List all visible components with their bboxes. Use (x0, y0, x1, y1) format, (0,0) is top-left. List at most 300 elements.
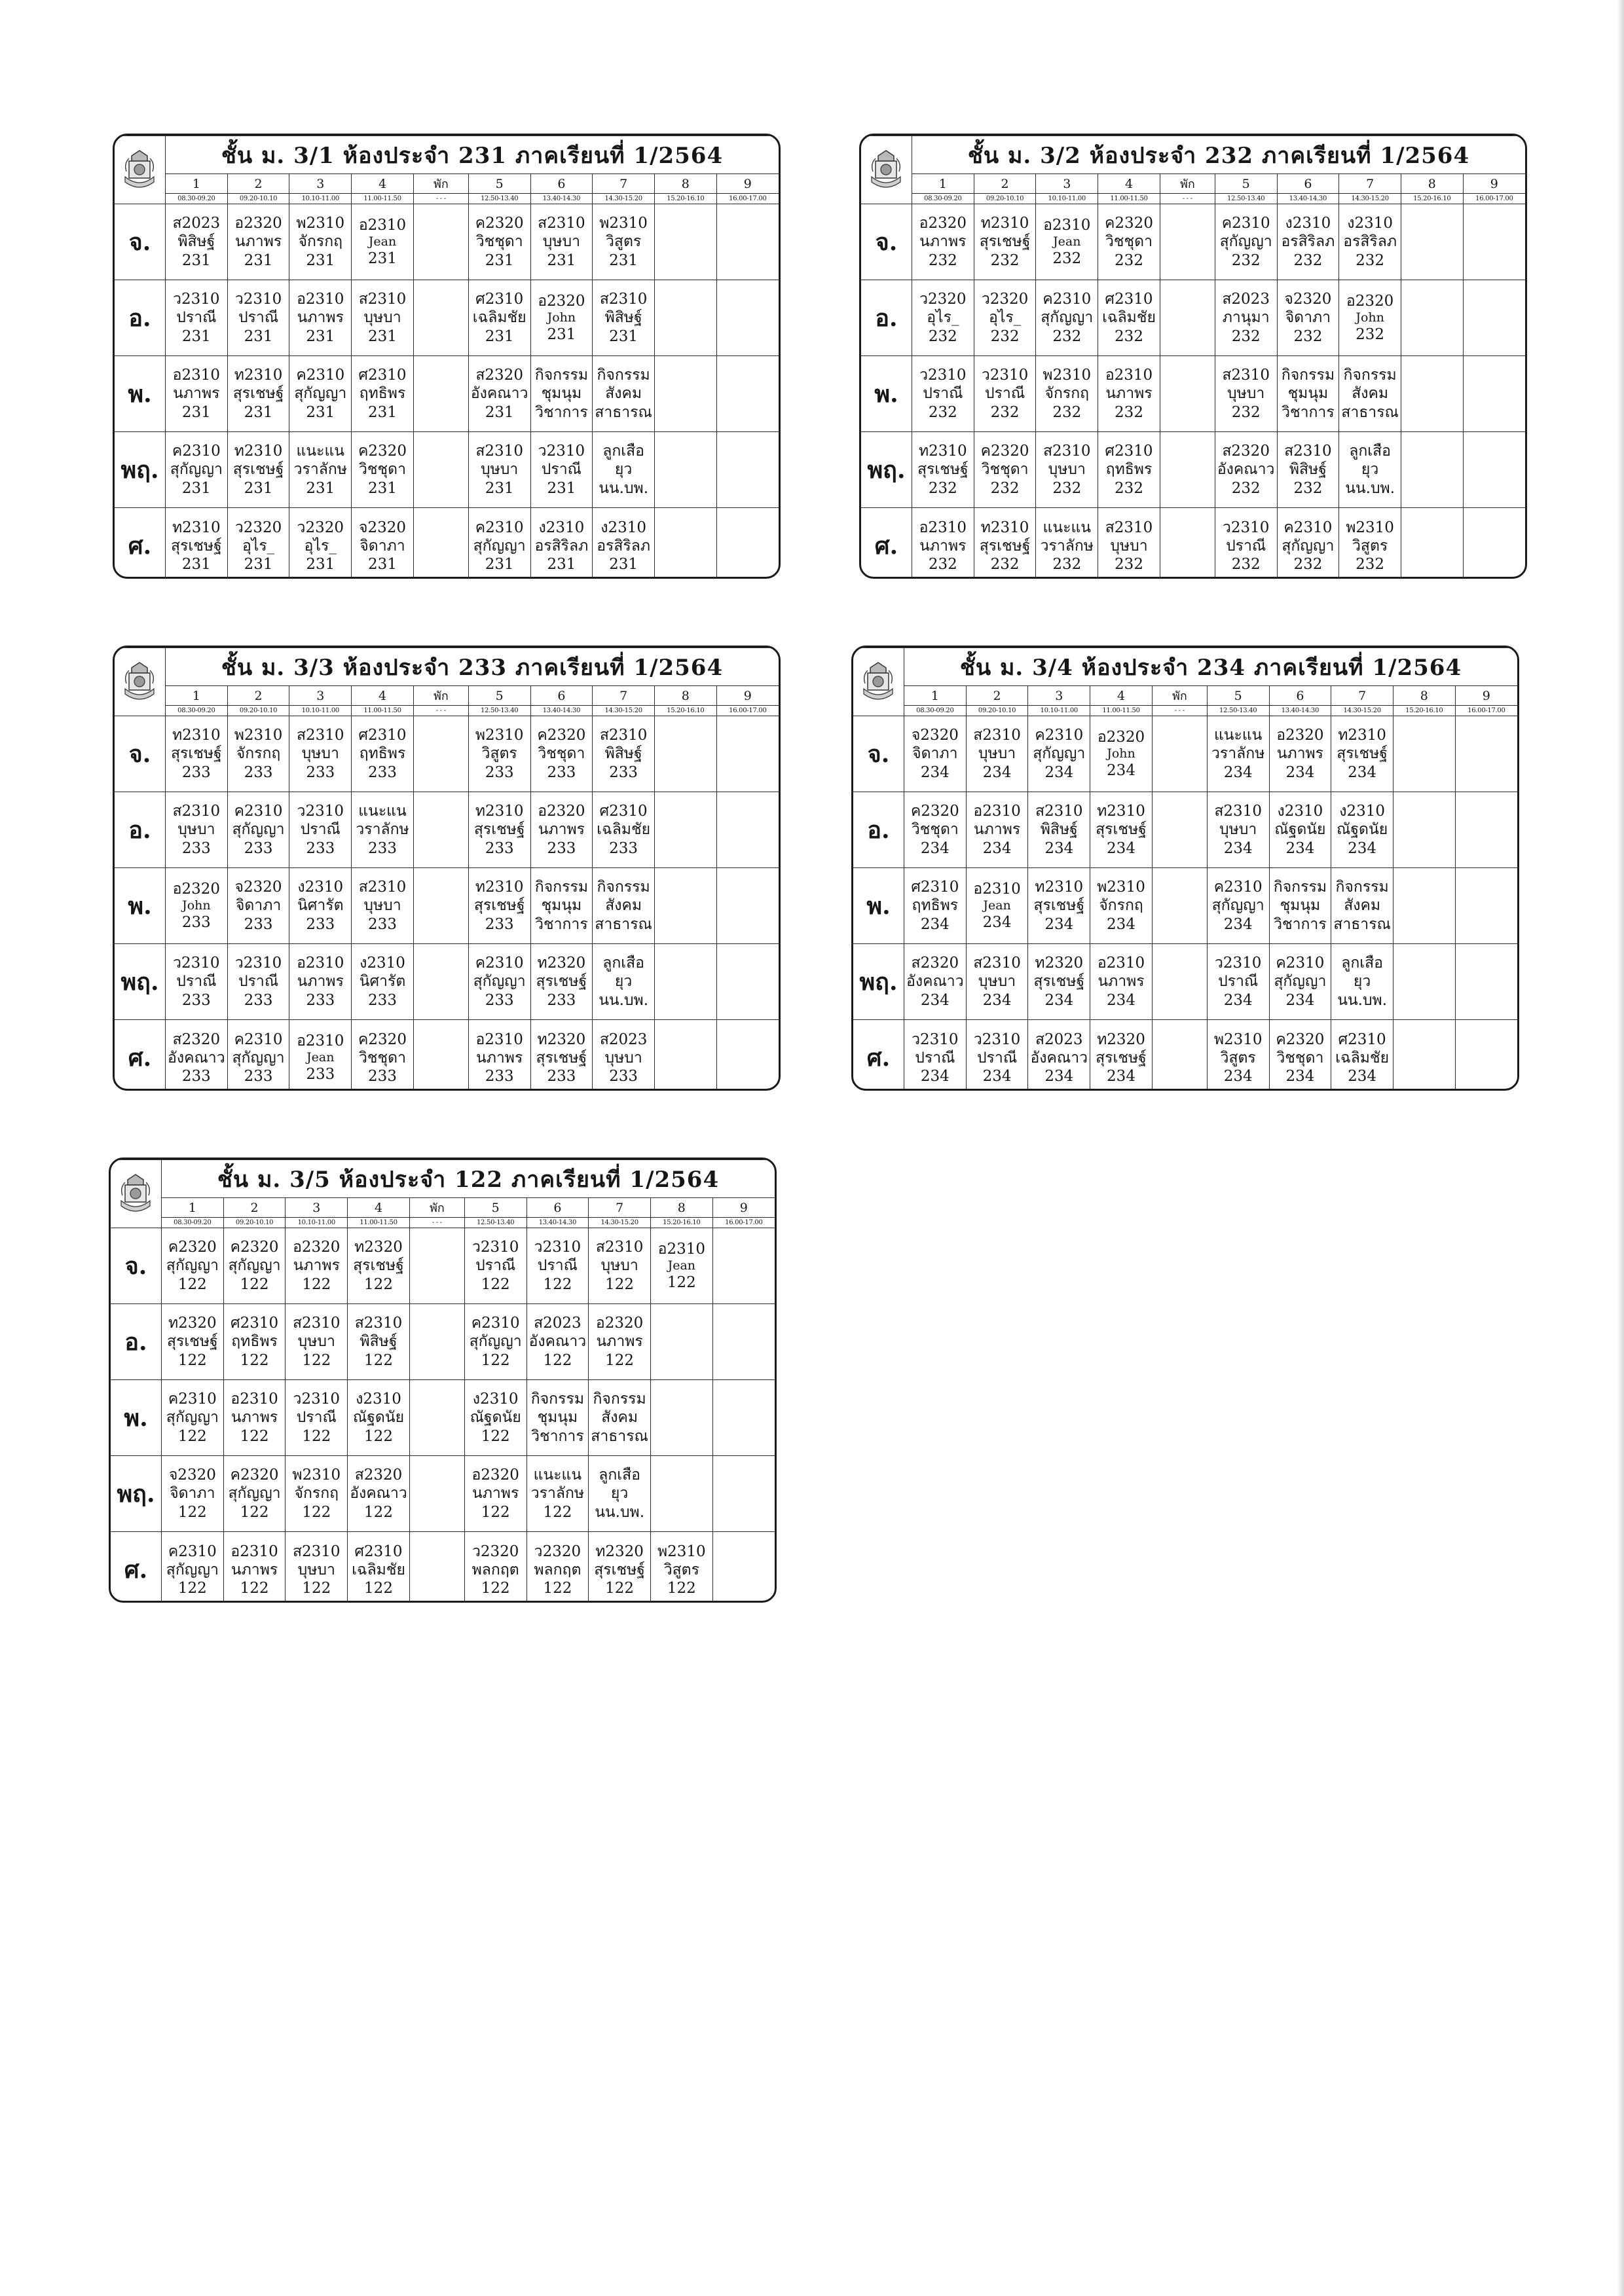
empty-slot (413, 432, 468, 508)
teacher-name: เฉลิมชัย (352, 1561, 405, 1578)
period-time: 16.00-17.00 (1463, 194, 1525, 204)
teacher-name: วิชชุดา (538, 745, 585, 763)
room-number: 122 (364, 1579, 393, 1597)
class-slot (464, 1380, 526, 1456)
class-slot (161, 1456, 223, 1532)
subject-code: ง2310 (356, 1391, 401, 1408)
teacher-name: ปราณี (537, 1257, 578, 1275)
period-number: 2 (966, 686, 1028, 706)
subject-code: กิจกรรม (1335, 879, 1389, 896)
room-number: 232 (990, 403, 1020, 421)
class-slot (289, 1020, 352, 1091)
period-number-row (861, 174, 1525, 194)
subject-code: ว2310 (973, 1030, 1021, 1048)
teacher-name: พิสิษฐ์ (1289, 461, 1327, 479)
class-slot (289, 716, 352, 792)
teacher-name: เฉลิมชัย (472, 309, 526, 327)
period-number: 8 (1401, 174, 1463, 194)
empty-slot (1152, 716, 1207, 792)
subject-code: ง2310 (1285, 215, 1331, 232)
room-number: นน.บพ. (599, 479, 649, 497)
day-label: จ. (115, 204, 165, 280)
class-slot (223, 1380, 286, 1456)
teacher-name: จักรกฤ (236, 745, 281, 763)
class-slot (468, 432, 530, 508)
room-number: 232 (990, 251, 1020, 269)
empty-slot (1152, 792, 1207, 868)
subject-code: ง2310 (472, 1391, 519, 1408)
room-number: 122 (543, 1579, 572, 1597)
class-slot (912, 432, 974, 508)
subject-code: ค2310 (475, 955, 524, 972)
room-number: 122 (177, 1427, 207, 1445)
empty-slot (712, 1380, 775, 1456)
class-slot (593, 716, 655, 792)
class-slot (227, 432, 289, 508)
room-number: 122 (364, 1427, 393, 1445)
room-number: 231 (181, 479, 211, 497)
teacher-name: เฉลิมชัย (1102, 309, 1156, 327)
period-time: 12.50-13.40 (468, 194, 530, 204)
period-time: - - - (413, 194, 468, 204)
class-slot (593, 1020, 655, 1091)
class-slot (464, 1456, 526, 1532)
room-number: 234 (1223, 1067, 1253, 1085)
class-slot (289, 792, 352, 868)
empty-slot (1455, 944, 1517, 1020)
room-number: 233 (368, 991, 397, 1009)
room-number: สาธารณ (595, 915, 652, 933)
room-number: 233 (181, 1067, 211, 1085)
room-number: 122 (240, 1275, 269, 1293)
subject-code: แนะแน (358, 803, 407, 820)
teacher-name: นภาพร (297, 973, 344, 991)
subject-code: ลูกเสือ (599, 1467, 640, 1484)
room-number: 231 (368, 403, 397, 421)
period-number: 9 (716, 686, 779, 706)
teacher-name: สุรเชษฐ์ (473, 897, 525, 915)
subject-code: ค2310 (168, 1391, 217, 1408)
room-number: 122 (177, 1579, 207, 1597)
class-slot (161, 1304, 223, 1380)
class-slot (1098, 432, 1160, 508)
subject-code: ศ2310 (358, 367, 407, 384)
room-number: 232 (1052, 327, 1082, 345)
subject-code: ค2320 (230, 1239, 279, 1256)
class-slot (286, 1304, 348, 1380)
subject-code: อ2320 (293, 1239, 341, 1256)
room-number: 233 (244, 915, 273, 933)
period-time: 14.30-15.20 (1339, 194, 1401, 204)
class-slot (227, 1020, 289, 1091)
empty-slot (650, 1380, 712, 1456)
subject-code: อ2320 (1276, 727, 1324, 744)
teacher-name: นภาพร (1105, 385, 1153, 403)
room-number: 234 (920, 991, 950, 1009)
class-slot (912, 356, 974, 432)
title-row (111, 1160, 775, 1198)
day-row (853, 716, 1517, 792)
day-label: พฤ. (861, 432, 912, 508)
class-slot (1277, 204, 1339, 280)
teacher-name: บุษบา (600, 1257, 638, 1275)
teacher-name: สุรเชษฐ์ (594, 1561, 645, 1578)
class-slot (348, 1228, 410, 1304)
subject-code: ค2310 (234, 803, 283, 820)
class-slot (1331, 792, 1393, 868)
room-number: 232 (1293, 555, 1323, 573)
teacher-name: ปราณี (176, 973, 217, 991)
class-slot (966, 792, 1028, 868)
day-label: จ. (111, 1228, 161, 1304)
class-slot (526, 1304, 589, 1380)
teacher-name: อุไร_ (988, 309, 1022, 327)
period-number: 3 (289, 686, 352, 706)
teacher-name: วราลักษ (1211, 745, 1265, 763)
empty-slot (1152, 1020, 1207, 1091)
room-number: 231 (485, 403, 514, 421)
teacher-name: สุรเชษฐ์ (1033, 897, 1085, 915)
period-number: 2 (974, 174, 1036, 194)
class-slot (1028, 944, 1090, 1020)
subject-code: ศ2310 (599, 803, 648, 820)
subject-code: พ2310 (475, 727, 524, 744)
teacher-name: สุกัญญา (166, 1257, 219, 1275)
teacher-name: Jean (667, 1258, 696, 1273)
room-number: 231 (181, 555, 211, 573)
period-number: 3 (286, 1198, 348, 1218)
room-number: 122 (364, 1503, 393, 1521)
teacher-name: สุรเชษฐ์ (166, 1333, 218, 1351)
room-number: 122 (543, 1503, 572, 1521)
room-number: 233 (244, 839, 273, 857)
day-row (111, 1456, 775, 1532)
subject-code: กิจกรรม (597, 879, 650, 896)
class-slot (589, 1228, 651, 1304)
room-number: 233 (181, 763, 211, 781)
subject-code: ว2320 (297, 519, 344, 536)
teacher-name: นภาพร (1276, 745, 1324, 763)
subject-code: อ2310 (297, 1032, 344, 1050)
period-time-row (111, 1218, 775, 1228)
subject-code: ค2310 (168, 1542, 217, 1560)
room-number: 122 (481, 1427, 510, 1445)
teacher-name: จิดาภา (912, 745, 958, 763)
class-slot (1269, 716, 1331, 792)
teacher-name: ชุมนุม (541, 385, 582, 403)
teacher-name: อรสิริลภ (1343, 233, 1397, 251)
subject-code: อ2310 (973, 803, 1021, 820)
period-time: 15.20-16.10 (654, 194, 716, 204)
timetable-title: ชั้น ม. 3/3 ห้องประจำ 233 ภาคเรียนที่ 1/2564 (165, 648, 779, 686)
room-number: 233 (547, 839, 576, 857)
teacher-name: สุกัญญา (1033, 745, 1086, 763)
teacher-name: ปราณี (475, 1257, 516, 1275)
room-number: 231 (609, 251, 638, 269)
class-slot (1207, 944, 1269, 1020)
class-slot (966, 868, 1028, 944)
room-number: 232 (1231, 251, 1261, 269)
subject-code: ค2320 (475, 215, 524, 232)
teacher-name: ปราณี (915, 1049, 955, 1066)
subject-code: พ2310 (1213, 1030, 1263, 1048)
empty-slot (413, 1020, 468, 1091)
subject-code: ส2310 (973, 727, 1021, 744)
subject-code: ส2023 (1035, 1030, 1083, 1048)
room-number: 231 (547, 251, 576, 269)
class-slot (1215, 280, 1277, 356)
teacher-name: นภาพร (919, 537, 967, 555)
timetable-m3-4 (851, 646, 1519, 1091)
subject-code: พ2310 (1043, 367, 1092, 384)
empty-slot (413, 792, 468, 868)
teacher-name: สังคม (605, 385, 642, 403)
teacher-name: ณัฐดนัย (1337, 821, 1388, 839)
subject-code: ส2320 (172, 1030, 221, 1048)
subject-code: พ2310 (1346, 519, 1394, 536)
teacher-name: นภาพร (919, 233, 967, 251)
teacher-name: ณัฐดนัย (352, 1409, 405, 1427)
class-slot (589, 1304, 651, 1380)
period-number: 3 (1028, 686, 1090, 706)
day-row (115, 792, 779, 868)
empty-slot (712, 1532, 775, 1603)
teacher-name: บุษบา (1110, 537, 1148, 555)
period-time: 10.10-11.00 (289, 194, 352, 204)
empty-slot (413, 716, 468, 792)
class-slot (1269, 944, 1331, 1020)
period-number: 5 (468, 174, 530, 194)
class-slot (352, 432, 414, 508)
empty-slot (1401, 432, 1463, 508)
empty-slot (1455, 1020, 1517, 1091)
teacher-name: วราลักษ (293, 461, 347, 479)
teacher-name: ปราณี (976, 1049, 1018, 1066)
class-slot (1331, 868, 1393, 944)
teacher-name: อรสิริลภ (534, 537, 589, 555)
period-time-row (115, 706, 779, 716)
room-number: สาธารณ (1341, 403, 1399, 421)
room-number: 232 (928, 555, 957, 573)
empty-slot (654, 432, 716, 508)
break-header: พัก (1160, 174, 1215, 194)
empty-slot (413, 204, 468, 280)
room-number: 231 (306, 251, 335, 269)
subject-code: อ2310 (1105, 367, 1153, 384)
class-slot (464, 1304, 526, 1380)
class-slot (289, 356, 352, 432)
class-slot (227, 204, 289, 280)
empty-slot (654, 792, 716, 868)
class-slot (593, 508, 655, 579)
class-slot (526, 1380, 589, 1456)
room-number: 234 (1285, 839, 1315, 857)
period-time: 09.20-10.10 (974, 194, 1036, 204)
room-number: 232 (1115, 479, 1143, 497)
teacher-name: อังคณาว (906, 973, 964, 991)
room-number: 233 (306, 1066, 335, 1084)
teacher-name: นภาพร (472, 1485, 519, 1503)
period-number: 6 (1277, 174, 1339, 194)
period-number: 6 (530, 174, 593, 194)
period-number: 4 (1090, 686, 1153, 706)
teacher-name: สุกัญญา (166, 1409, 219, 1427)
day-label: พ. (111, 1380, 161, 1456)
subject-code: ค2320 (168, 1239, 217, 1256)
teacher-name: ชุมนุม (1280, 897, 1321, 915)
class-slot (1215, 204, 1277, 280)
teacher-name: John (547, 310, 576, 325)
teacher-name: ภานุมา (1222, 309, 1270, 327)
subject-code: ค2320 (537, 727, 586, 744)
empty-slot (650, 1304, 712, 1380)
room-number: 231 (485, 555, 514, 573)
class-slot (286, 1380, 348, 1456)
period-time: 14.30-15.20 (589, 1218, 651, 1228)
day-label: อ. (115, 792, 165, 868)
period-number: 3 (289, 174, 352, 194)
teacher-name: พลกฤต (534, 1561, 581, 1578)
teacher-name: วิสูตร (605, 233, 642, 251)
room-number: 234 (982, 839, 1012, 857)
teacher-name: บุษบา (978, 745, 1016, 763)
teacher-name: บุษบา (1227, 385, 1265, 403)
teacher-name: สุรเชษฐ์ (232, 385, 284, 403)
subject-code: จ2320 (234, 879, 282, 896)
period-time: 11.00-11.50 (352, 706, 414, 716)
teacher-name: Jean (983, 898, 1011, 913)
room-number: 232 (990, 479, 1020, 497)
teacher-name: บุษบา (1048, 461, 1086, 479)
room-number: 233 (306, 763, 335, 781)
class-slot (1090, 1020, 1153, 1091)
day-label: อ. (861, 280, 912, 356)
room-number: 234 (1223, 915, 1253, 933)
class-slot (165, 1020, 227, 1091)
subject-code: อ2320 (471, 1467, 519, 1484)
class-slot (593, 944, 655, 1020)
period-time: 15.20-16.10 (654, 706, 716, 716)
period-number: 5 (468, 686, 530, 706)
subject-code: ว2310 (1222, 519, 1270, 536)
empty-slot (654, 356, 716, 432)
subject-code: ลูกเสือ (1341, 955, 1383, 972)
teacher-name: สุกัญญา (1219, 233, 1272, 251)
period-number: 5 (1215, 174, 1277, 194)
room-number: 234 (1044, 991, 1074, 1009)
subject-code: ว2310 (1214, 955, 1262, 972)
school-logo-cell (111, 1160, 161, 1228)
teacher-name: สุกัญญา (473, 537, 526, 555)
period-number: 4 (1098, 174, 1160, 194)
room-number: 233 (609, 839, 638, 857)
teacher-name: John (1356, 310, 1384, 325)
day-label: พ. (115, 868, 165, 944)
timetable-grid (115, 647, 779, 1091)
class-slot (165, 432, 227, 508)
room-number: 232 (1293, 327, 1323, 345)
period-time: 08.30-09.20 (912, 194, 974, 204)
class-slot (966, 716, 1028, 792)
timetable-title: ชั้น ม. 3/4 ห้องประจำ 234 ภาคเรียนที่ 1/2564 (904, 648, 1517, 686)
class-slot (468, 1020, 530, 1091)
class-slot (227, 944, 289, 1020)
break-header: พัก (413, 686, 468, 706)
subject-code: จ2320 (168, 1467, 216, 1484)
subject-code: ส2320 (911, 955, 959, 972)
class-slot (352, 716, 414, 792)
day-label: พ. (861, 356, 912, 432)
room-number: 122 (240, 1427, 269, 1445)
class-slot (348, 1456, 410, 1532)
day-label: อ. (115, 280, 165, 356)
teacher-name: อังคณาว (470, 385, 528, 403)
period-number: 9 (1455, 686, 1517, 706)
room-number: 122 (481, 1275, 510, 1293)
empty-slot (1455, 868, 1517, 944)
room-number: สาธารณ (1333, 915, 1391, 933)
period-time: 13.40-14.30 (1277, 194, 1339, 204)
room-number: 234 (920, 763, 950, 781)
empty-slot (1401, 356, 1463, 432)
day-label: ศ. (853, 1020, 904, 1091)
teacher-name: นภาพร (293, 1257, 340, 1275)
period-number: 2 (227, 686, 289, 706)
room-number: 232 (1293, 479, 1323, 497)
period-number: 6 (526, 1198, 589, 1218)
school-emblem-icon (122, 180, 157, 192)
room-number: วิชาการ (1274, 915, 1327, 933)
timetable-m3-2 (859, 134, 1527, 579)
class-slot (904, 716, 966, 792)
subject-code: ส2320 (1222, 443, 1270, 460)
empty-slot (654, 508, 716, 579)
teacher-name: Jean (1053, 234, 1081, 249)
empty-slot (712, 1456, 775, 1532)
subject-code: ส2310 (1214, 803, 1262, 820)
subject-code: อ2320 (538, 292, 585, 310)
subject-code: ศ2310 (475, 291, 524, 308)
room-number: วิชาการ (531, 1427, 584, 1445)
room-number: 232 (1356, 326, 1385, 344)
subject-code: อ2310 (973, 880, 1021, 898)
room-number: 233 (485, 915, 514, 933)
subject-code: แนะแน (1213, 727, 1263, 744)
teacher-name: นภาพร (173, 385, 220, 403)
timetable-m3-3 (113, 646, 781, 1091)
room-number: 234 (982, 763, 1012, 781)
subject-code: ส2023 (1222, 291, 1270, 308)
subject-code: ส2310 (292, 1315, 341, 1332)
empty-slot (1463, 204, 1525, 280)
room-number: 233 (181, 991, 211, 1009)
class-slot (165, 944, 227, 1020)
subject-code: ท2310 (980, 519, 1029, 536)
empty-slot (716, 944, 779, 1020)
class-slot (1207, 1020, 1269, 1091)
class-slot (1339, 432, 1401, 508)
subject-code: อ2320 (538, 803, 585, 820)
subject-code: ว2310 (919, 367, 967, 384)
subject-code: อ2310 (172, 367, 221, 384)
subject-code: อ2320 (595, 1315, 644, 1332)
teacher-name: บุษบา (978, 973, 1016, 991)
period-number: 7 (589, 1198, 651, 1218)
room-number: 233 (244, 991, 273, 1009)
room-number: 231 (547, 326, 576, 344)
subject-code: อ2320 (172, 880, 221, 898)
room-number: 231 (244, 555, 273, 573)
